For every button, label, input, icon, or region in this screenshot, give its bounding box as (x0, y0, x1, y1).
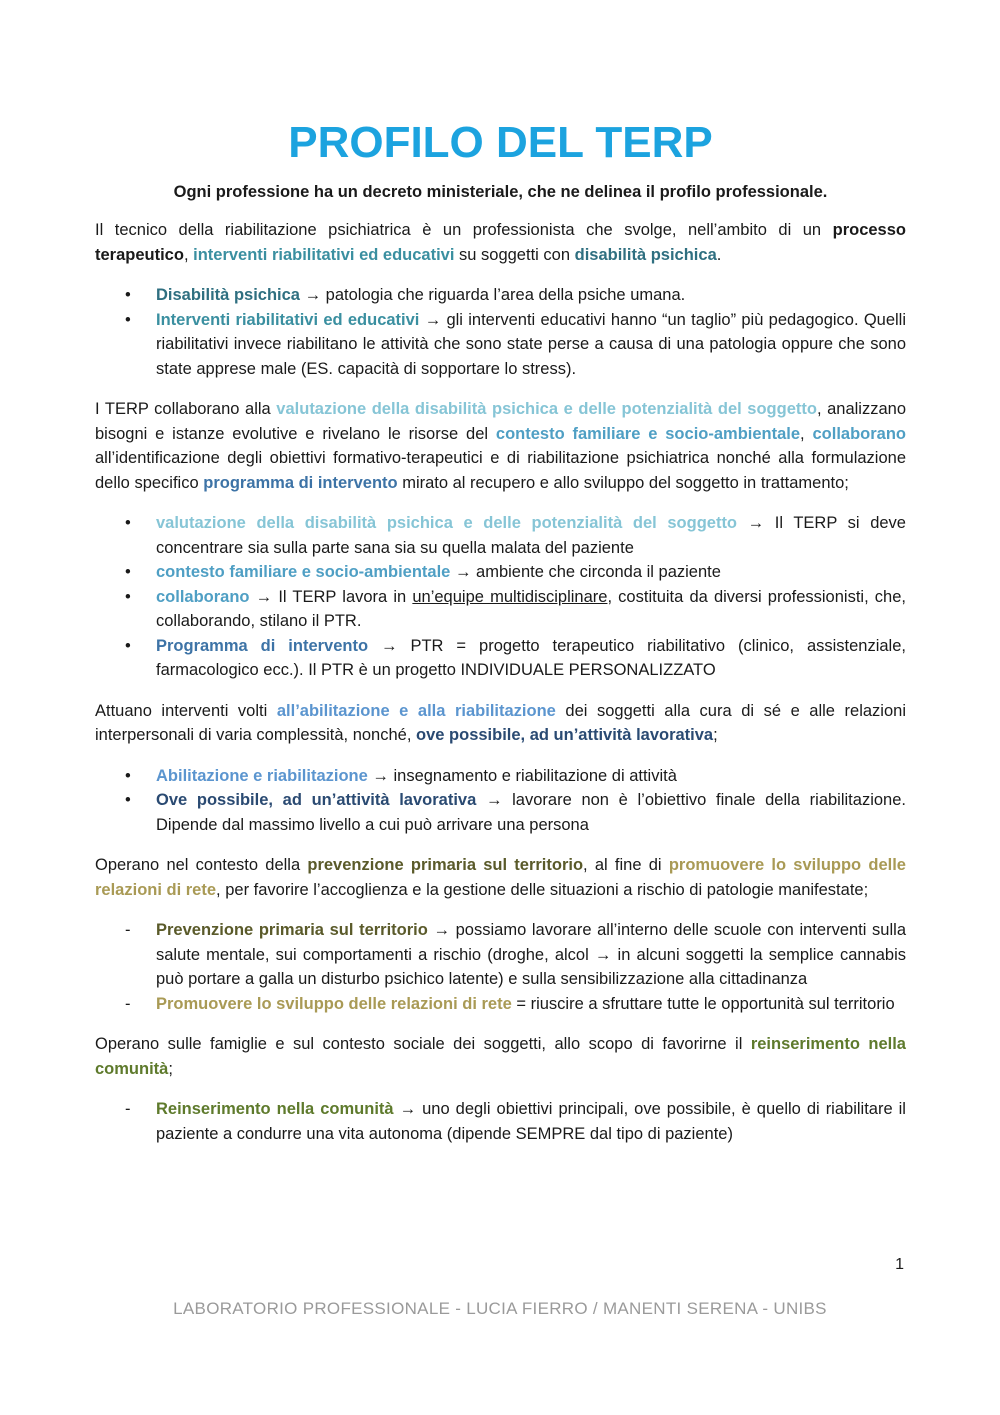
term: collaborano (156, 587, 250, 606)
arrow-icon: → (381, 636, 398, 655)
paragraph-prevenzione (95, 853, 906, 902)
term: Abilitazione e riabilitazione (156, 766, 368, 785)
highlight: interventi riabilitativi ed educativi (193, 245, 455, 264)
paragraph-collaborano (95, 397, 906, 495)
list-item (95, 511, 906, 560)
term: Promuovere lo sviluppo delle relazioni di rete (156, 994, 512, 1013)
paragraph-attuano (95, 699, 906, 748)
text: , al fine di (583, 856, 669, 874)
highlight: contesto familiare e socio-ambientale (495, 424, 801, 443)
arrow-icon: → (594, 945, 612, 964)
highlight: all’abilitazione e alla riabilitazione (276, 701, 556, 720)
highlight: disabilità psichica (574, 245, 717, 264)
highlight: prevenzione primaria sul territorio (307, 856, 584, 874)
bullet-marker: • (125, 310, 131, 329)
list-item (95, 283, 906, 308)
bullet-marker: • (125, 563, 131, 581)
definition: Il TERP lavora in (272, 587, 413, 606)
highlight: reinserimento nella comunità (95, 1035, 906, 1078)
term: Disabilità psichica (156, 286, 300, 304)
list-item (95, 992, 906, 1017)
bullet-marker: • (125, 636, 131, 655)
dash-list-4 (95, 918, 906, 1016)
text: . (716, 245, 722, 264)
highlight: programma di intervento (203, 473, 398, 492)
highlight: ove possibile, ad un’attività lavorativa (416, 726, 714, 744)
paragraph-intro (95, 218, 906, 267)
term: contesto familiare e socio-ambientale (156, 563, 451, 581)
arrow-icon: → (747, 514, 765, 532)
bullet-marker: • (125, 791, 131, 809)
definition: insegnamento e riabilitazione di attività (388, 766, 677, 785)
term: Interventi riabilitativi ed educativi (156, 310, 420, 329)
definition: , costituita da diversi professionisti, che, collaborando, stilano il PTR. (156, 587, 906, 630)
definition: in alcuni soggetti la semplice cannabis può portare a galla un disturbo psichico latente) e sulla sensibilizzazione alla cittadinanza (156, 945, 906, 988)
arrow-icon: → (433, 921, 450, 939)
definition: ambiente che circonda il paziente (471, 563, 721, 581)
text: su soggetti con (454, 245, 575, 264)
highlight: valutazione della disabilità psichica e delle potenzialità del soggetto (276, 400, 817, 418)
bullet-marker: • (125, 286, 131, 304)
term: Reinserimento nella comunità (156, 1100, 394, 1118)
bullet-list-3 (95, 764, 906, 838)
definition: PTR = progetto terapeutico riabilitativo (clinico, assistenziale, farmacologico ecc.). Il PTR è un progetto INDIVIDUALE PERSONALIZZATO (156, 636, 906, 679)
text: mirato al recupero e allo sviluppo del soggetto in trattamento; (397, 473, 849, 492)
definition: possiamo lavorare all’interno delle scuole con interventi sulla salute mentale, sui comportamenti a rischio (droghe, alcol (156, 921, 906, 964)
document-page (95, 112, 906, 1162)
arrow-icon: → (372, 766, 389, 785)
page-title: PROFILO DEL TERP (288, 118, 713, 167)
list-item (95, 788, 906, 837)
page-number: 1 (895, 1256, 904, 1273)
dash-marker: - (125, 994, 131, 1013)
definition: uno degli obiettivi principali, ove possibile, è quello di riabilitare il paziente a condurre una vita autonoma (dipende SEMPRE dal tipo di paziente) (156, 1100, 906, 1143)
list-item (95, 764, 906, 789)
text: ; (713, 726, 718, 744)
definition: gli interventi educativi hanno “un taglio” più pedagogico. Quelli riabilitativi invece riabilitano le attività che sono state perse a causa di una patologia oppure che sono state apprese male (ES. capacità di sopportare lo stress). (156, 310, 907, 378)
text: ; (168, 1059, 173, 1078)
text: , per favorire l’accoglienza e la gestione delle situazioni a rischio di patologie manifestate; (216, 880, 869, 899)
dash-marker: - (125, 921, 131, 939)
text: , analizzano bisogni e istanze evolutive e rivelano le risorse del (95, 400, 907, 443)
arrow-icon: → (255, 587, 273, 606)
bullet-list-1 (95, 283, 906, 381)
bullet-marker: • (125, 514, 131, 532)
list-item (95, 1097, 906, 1146)
list-item (95, 560, 906, 585)
text: , (800, 424, 813, 443)
term: Prevenzione primaria sul territorio (156, 921, 428, 939)
definition: lavorare non è l’obiettivo finale della riabilitazione. Dipende dal massimo livello a cui può arrivare una persona (156, 791, 906, 834)
arrow-icon: → (304, 286, 322, 304)
bullet-marker: • (125, 587, 131, 606)
definition: Il TERP si deve concentrare sia sulla parte sana sia su quella malata del paziente (156, 514, 906, 557)
text: I TERP collaborano alla (95, 400, 277, 418)
text: Attuano interventi volti (95, 701, 277, 720)
paragraph-reinserimento (95, 1032, 906, 1081)
page-footer: LABORATORIO PROFESSIONALE - LUCIA FIERRO / MANENTI SERENA - UNIBS (173, 1299, 827, 1318)
term: valutazione della disabilità psichica e delle potenzialità del soggetto (156, 514, 738, 532)
text: Il tecnico della riabilitazione psichiatrica è un professionista che svolge, nell’ambito di un (95, 221, 833, 239)
arrow-icon: → (454, 563, 472, 581)
dash-marker: - (125, 1100, 131, 1118)
highlight: collaborano (812, 424, 907, 443)
text: all’identificazione degli obiettivi formativo-terapeutici e di riabilitazione psichiatrica nonché alla formulazione dello specifico (95, 449, 906, 492)
arrow-icon: → (485, 791, 503, 809)
highlight: processo terapeutico (95, 221, 906, 264)
list-item (95, 918, 906, 992)
bullet-list-2 (95, 511, 906, 683)
term: Ove possibile, ad un’attività lavorativa (156, 791, 477, 809)
text: Operano sulle famiglie e sul contesto sociale dei soggetti, allo scopo di favorirne il (95, 1035, 751, 1053)
list-item (95, 585, 906, 634)
subtitle: Ogni professione ha un decreto ministeriale, che ne delinea il profilo professionale. (173, 183, 828, 201)
list-item (95, 634, 906, 683)
list-item (95, 308, 906, 382)
definition: = riuscire a sfruttare tutte le opportunità sul territorio (511, 994, 895, 1013)
arrow-icon: → (424, 310, 442, 329)
highlight: promuovere lo sviluppo delle relazioni di rete (95, 856, 906, 899)
text: dei soggetti alla cura di sé e alle relazioni interpersonali di varia complessità, nonché, (95, 701, 906, 744)
text: Operano nel contesto della (95, 856, 308, 874)
text: , (183, 245, 194, 264)
definition: patologia che riguarda l’area della psiche umana. (321, 286, 686, 304)
arrow-icon: → (399, 1100, 417, 1118)
underlined-text: un’equipe multidisciplinare (412, 587, 608, 606)
dash-list-5 (95, 1097, 906, 1146)
term: Programma di intervento (156, 636, 369, 655)
bullet-marker: • (125, 766, 131, 785)
